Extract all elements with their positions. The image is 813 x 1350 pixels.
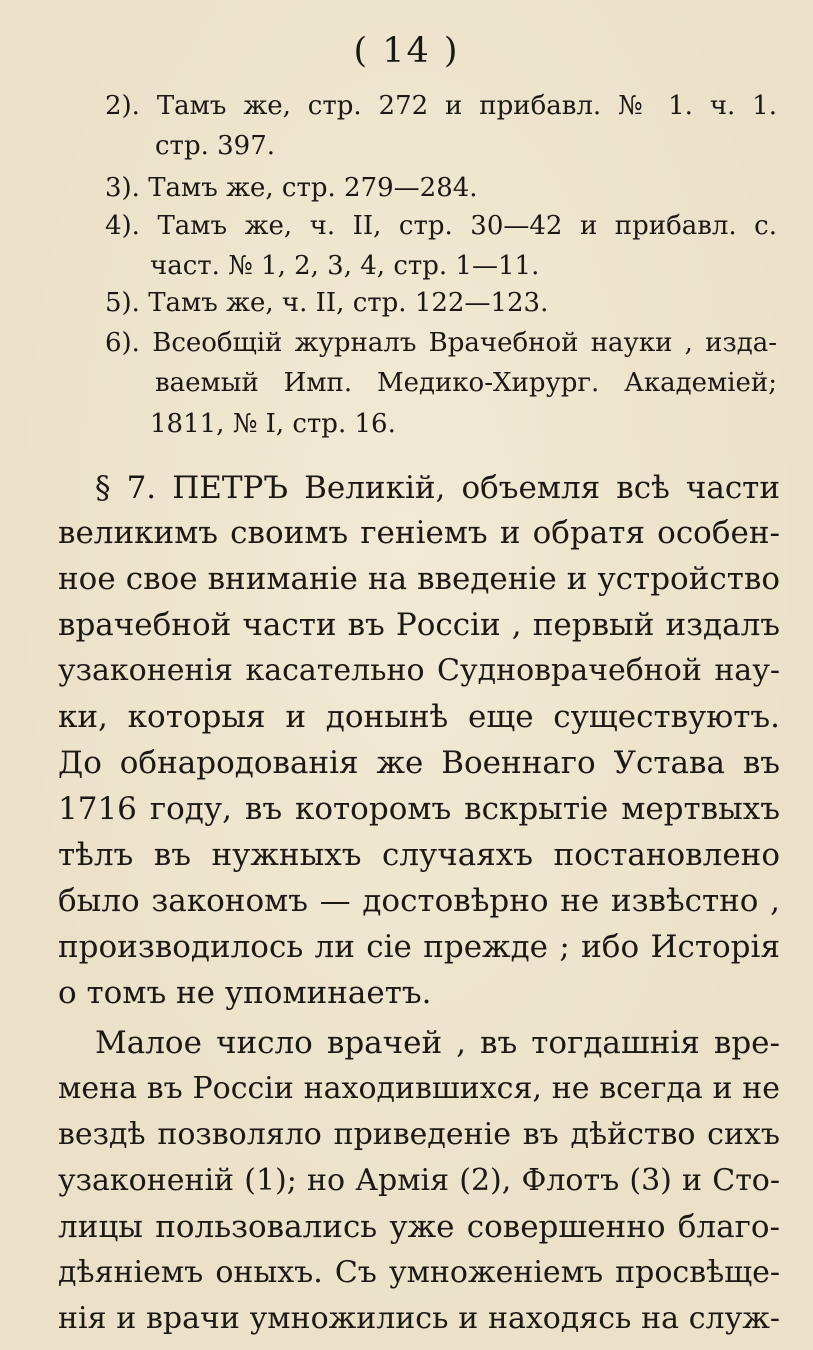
footnote-line: част. № 1, 2, 3, 4, стр. 1—11. <box>150 251 540 281</box>
text-line: вездѣ позволяло приведеніе въ дѣйство сихъ <box>58 1117 780 1152</box>
text-line: нія и врачи умножились и находясь на служ- <box>58 1301 780 1336</box>
footnote-line: 2). Тамъ же, стр. 272 и прибавл. № 1. ч. 1. <box>105 91 777 121</box>
text-line: дѣяніемъ оныхъ. Съ умноженіемъ просвѣще- <box>58 1255 780 1290</box>
text-line: 1716 году, въ которомъ вскрытіе мертвыхъ <box>58 791 780 827</box>
text-line: врачебной части въ Россіи , первый издалъ <box>58 607 780 643</box>
text-line: § 7. ПЕТРЪ Великій, объемля всѣ части <box>95 470 780 506</box>
footnote-line: 4). Тамъ же, ч. II, стр. 30—42 и прибавл. с. <box>105 211 777 241</box>
text-line: узаконеній (1); но Армія (2), Флотъ (3) и Сто- <box>58 1163 780 1198</box>
footnote-line: ваемый Имп. Медико-Хирург. Академіей; <box>155 368 777 398</box>
text-line: ки, которыя и донынѣ еще существуютъ. <box>58 699 780 735</box>
text-line: До обнародованія же Военнаго Устава въ <box>58 745 780 781</box>
page-number: ( 14 ) <box>353 31 460 71</box>
footnote-line: 6). Всеобщій журналъ Врачебной науки , изда- <box>105 328 777 358</box>
text-line: тѣлъ въ нужныхъ случаяхъ постановлено <box>58 837 780 873</box>
text-line: великимъ своимъ геніемъ и обратя особен- <box>58 515 780 551</box>
text-line: лицы пользовались уже совершенно благо- <box>58 1209 780 1245</box>
footnote-line: 3). Тамъ же, стр. 279—284. <box>105 173 478 203</box>
text-line: было закономъ — достовѣрно не извѣстно , <box>58 883 780 919</box>
text-line: о томъ не упоминаетъ. <box>58 975 432 1011</box>
text-line: производилось ли сіе прежде ; ибо Исторія <box>58 929 780 965</box>
text-line: узаконенія касательно Судноврачебной нау- <box>58 653 780 688</box>
footnote-line: 1811, № I, стр. 16. <box>150 409 396 439</box>
text-line: ное свое вниманіе на введеніе и устройство <box>58 561 780 597</box>
text-line: Малое число врачей , въ тогдашнія вре- <box>95 1025 780 1061</box>
text-line: мена въ Россіи находившихся, не всегда и не <box>58 1071 780 1106</box>
footnote-line: 5). Тамъ же, ч. II, стр. 122—123. <box>105 288 549 318</box>
footnote-line: стр. 397. <box>155 131 276 161</box>
